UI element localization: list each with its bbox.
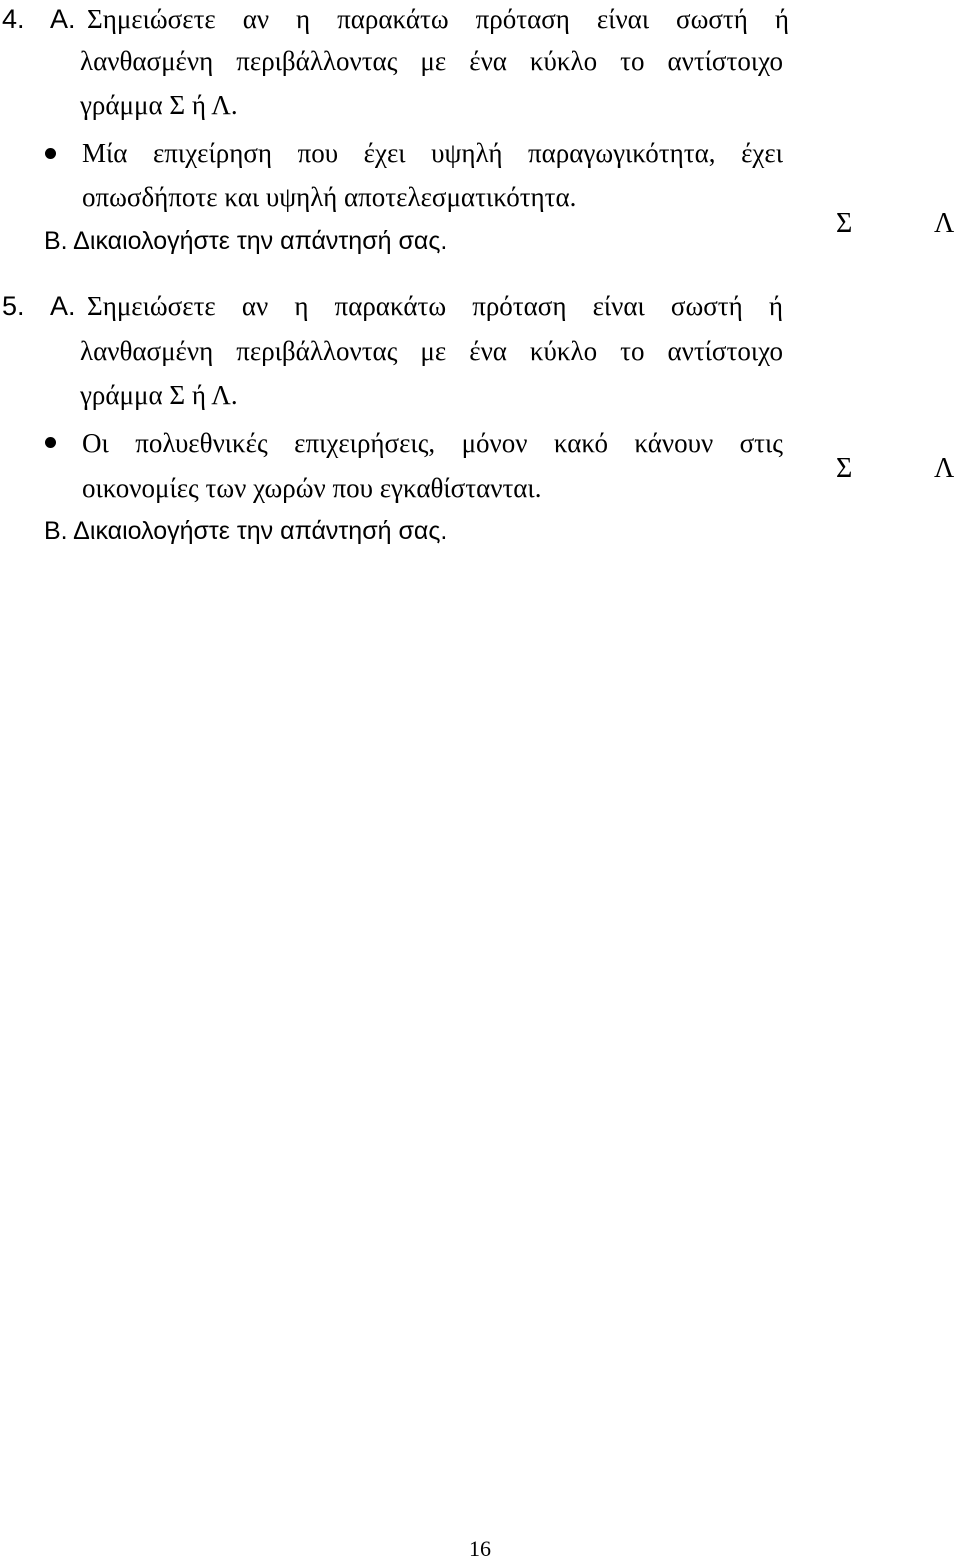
instruction-line-1: Σημειώσετε αν η παρακάτω πρόταση είναι σωστή ή: [87, 291, 783, 321]
part-b-instruction: Β. Δικαιολογήστε την απάντησή σας.: [44, 517, 448, 545]
choice-false-option[interactable]: Λ: [934, 208, 955, 239]
choice-true-option[interactable]: Σ: [836, 208, 853, 239]
statement-line-1: Οι πολυεθνικές επιχειρήσεις, μόνον κακό κάνουν στις: [82, 428, 783, 458]
statement-line-2: οικονομίες των χωρών που εγκαθίστανται.: [82, 473, 542, 503]
question-number: 4.: [2, 4, 25, 34]
question-number: 5.: [2, 291, 25, 321]
page-number: 16: [469, 1536, 491, 1561]
choice-false-option[interactable]: Λ: [934, 453, 955, 484]
instruction-line-3: γράμμα Σ ή Λ.: [80, 90, 238, 120]
part-b-instruction: Β. Δικαιολογήστε την απάντησή σας.: [44, 227, 448, 255]
part-a-label: Α.: [50, 291, 76, 321]
choice-true-option[interactable]: Σ: [836, 453, 853, 484]
bullet-icon: [45, 437, 56, 448]
instruction-line-1: Σημειώσετε αν η παρακάτω πρόταση είναι σωστή ή: [87, 4, 789, 34]
instruction-line-2: λανθασμένη περιβάλλοντας με ένα κύκλο το αντίστοιχο: [80, 46, 783, 76]
instruction-line-3: γράμμα Σ ή Λ.: [80, 380, 238, 410]
instruction-line-2: λανθασμένη περιβάλλοντας με ένα κύκλο το αντίστοιχο: [80, 336, 783, 366]
bullet-icon: [45, 148, 56, 159]
statement-line-2: οπωσδήποτε και υψηλή αποτελεσματικότητα.: [82, 182, 577, 212]
statement-line-1: Μία επιχείρηση που έχει υψηλή παραγωγικότητα, έχει: [82, 138, 783, 168]
part-a-label: Α.: [50, 4, 76, 34]
